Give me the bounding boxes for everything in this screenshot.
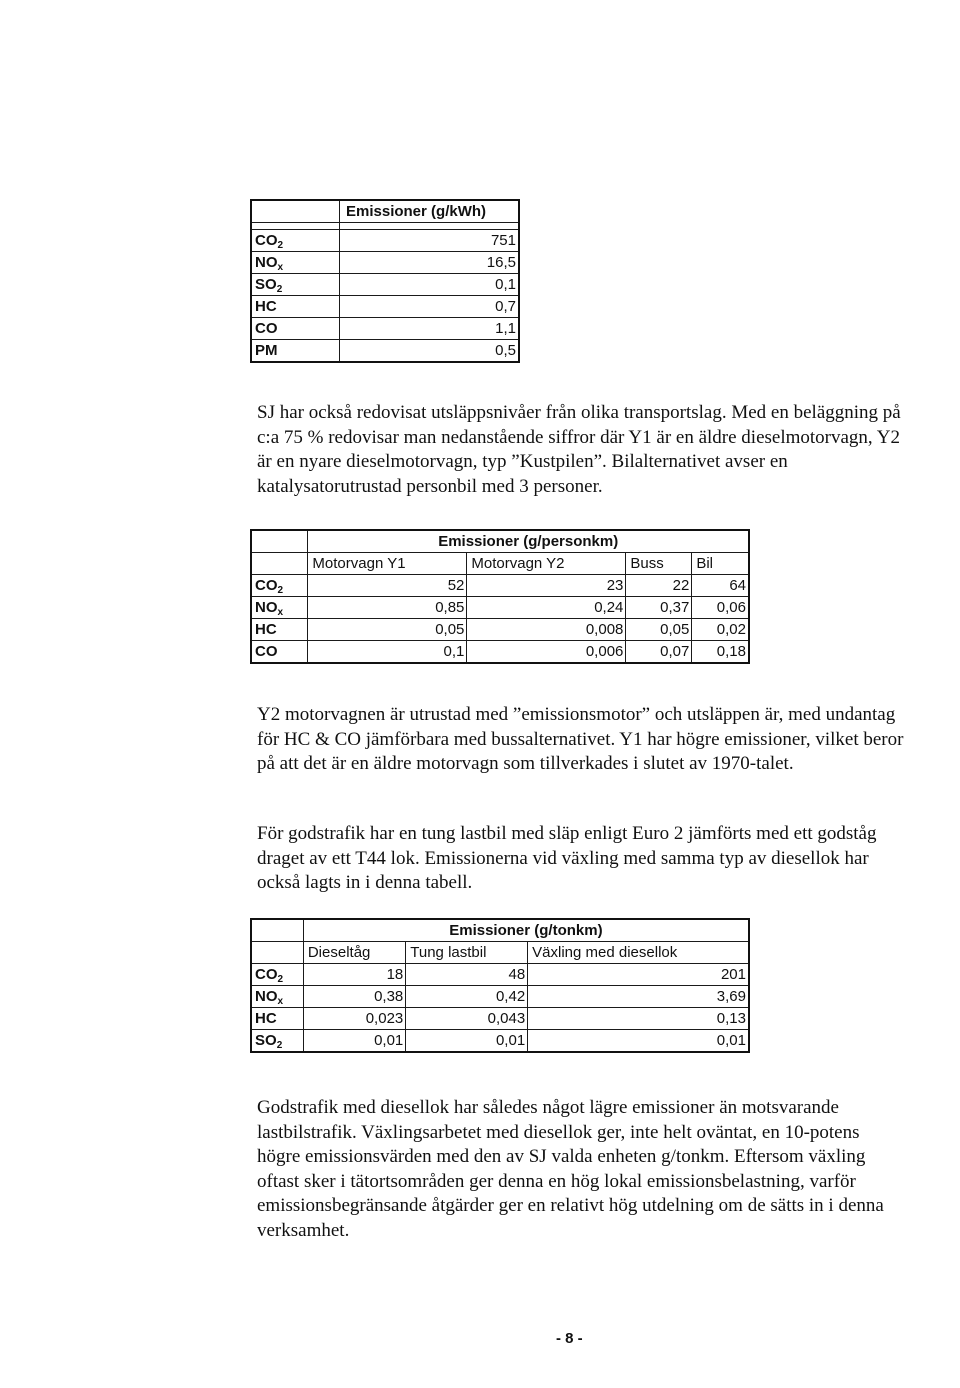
- column-header: Växling med diesellok: [528, 942, 749, 964]
- column-header: Buss: [626, 553, 692, 575]
- paragraph-intro: SJ har också redovisat utsläppsnivåer från olika transportslag. Med en beläggning på c:a 75 % redovisar man nedanstående siffror där Y1 är en äldre dieselmotorvagn, Y2 är en nyare dieselmotorvagn, typ ”Kustpilen”. Bilalternativet avser en katalysatorutrustad personbil med 3 personer.: [257, 402, 901, 497]
- table-row: CO 0,1 0,006 0,07 0,18: [251, 641, 749, 664]
- column-header: Dieseltåg: [303, 942, 405, 964]
- emissions-tonkm-table: [250, 918, 750, 1053]
- table-row: HC 0,7: [251, 296, 519, 318]
- table-row: $NO_x$ 0,38 0,42 3,69: [251, 986, 749, 1008]
- table-row: PM 0,5: [251, 340, 519, 363]
- table-row: $CO_2$ 52 23 22 64: [251, 575, 749, 597]
- emissions-kwh-table: [250, 199, 520, 363]
- column-header: Tung lastbil: [406, 942, 528, 964]
- table1-title: Emissioner (g/kWh): [340, 200, 520, 223]
- table-row: $SO_2$ 0,01 0,01 0,01: [251, 1030, 749, 1053]
- table-row: $SO_2$ 0,1: [251, 274, 519, 296]
- paragraph-freight: För godstrafik har en tung lastbil med släp enligt Euro 2 jämförts med ett godståg draget av ett T44 lok. Emissionerna vid växling med samma typ av diesellok har också lagts in i denna tabell.: [257, 823, 877, 893]
- table-row: HC 0,023 0,043 0,13: [251, 1008, 749, 1030]
- emissions-personkm-table: [250, 529, 750, 664]
- table-row: $NO_x$ 0,85 0,24 0,37 0,06: [251, 597, 749, 619]
- table-row: $CO_2$ 18 48 201: [251, 964, 749, 986]
- page-number: - 8 -: [556, 1330, 583, 1347]
- table2-title: Emissioner (g/personkm): [308, 530, 749, 553]
- table-row: $NO_x$ 16,5: [251, 252, 519, 274]
- paragraph-y2: Y2 motorvagnen är utrustad med ”emissionsmotor” och utsläppen är, med undantag för HC & CO jämförbara med bussalternativet. Y1 har högre emissioner, vilket beror på att det är en äldre motorvagn som tillverkades i slutet av 1970-talet.: [257, 704, 904, 774]
- paragraph-conclusion: Godstrafik med diesellok har således något lägre emissioner än motsvarande lastbilstrafik. Växlingsarbetet med diesellok ger, inte helt oväntat, en 10-potens högre emissionsvärden med den av SJ valda enheten g/tonkm. Eftersom växling oftast sker i tätortsområden ger denna en hög lokal emissionsbelastning, varför emissionsbegränsande åtgärder ger en relativt hög utdelning om de sätts in i denna verksamhet.: [257, 1097, 884, 1241]
- table-row: $CO_2$ 751: [251, 230, 519, 252]
- table-row: CO 1,1: [251, 318, 519, 340]
- column-header: Motorvagn Y1: [308, 553, 467, 575]
- table3-title: Emissioner (g/tonkm): [303, 919, 749, 942]
- table-row: HC 0,05 0,008 0,05 0,02: [251, 619, 749, 641]
- column-header: Motorvagn Y2: [467, 553, 626, 575]
- column-header: Bil: [692, 553, 749, 575]
